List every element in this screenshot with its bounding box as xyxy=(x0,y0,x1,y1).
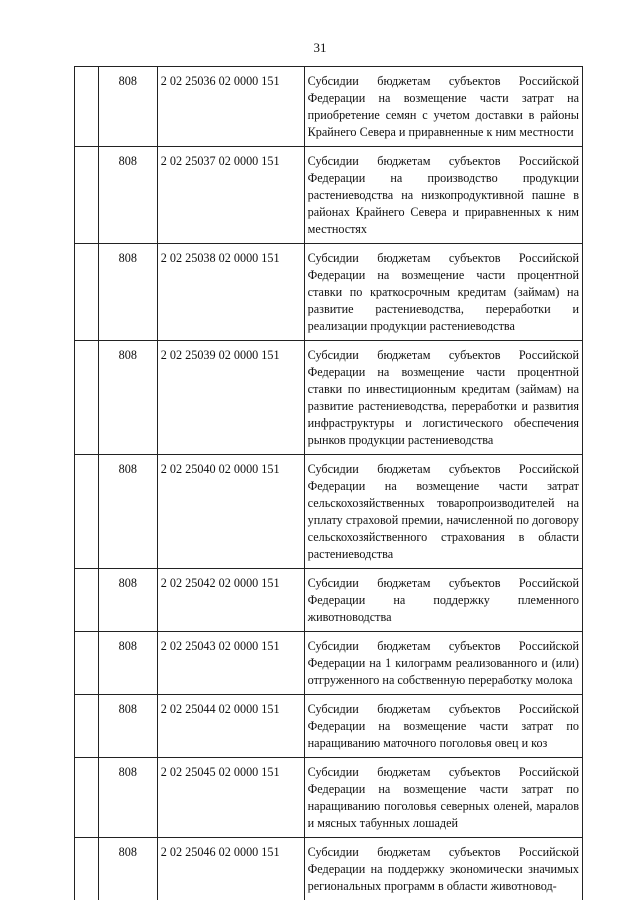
income-name-cell: Субсидии бюджетам субъектов Российской Федерации на возмещение части затрат на приобретение семян с учетом доставки в районы Крайнего Севера и приравненные к ним местности xyxy=(304,67,582,147)
table-cell-blank xyxy=(75,67,99,147)
admin-code-cell: 808 xyxy=(98,695,157,758)
income-name-cell: Субсидии бюджетам субъектов Российской Федерации на производство продукции растениеводства на низкопродуктивной пашне в районах Крайнего Севера и приравненных к ним местностях xyxy=(304,147,582,244)
admin-code-cell: 808 xyxy=(98,838,157,901)
income-name-cell: Субсидии бюджетам субъектов Российской Федерации на возмещение части затрат по наращиванию поголовья северных оленей, маралов и мясных табунных лошадей xyxy=(304,758,582,838)
table-cell-blank xyxy=(75,695,99,758)
table-row xyxy=(75,632,583,695)
admin-code-cell: 808 xyxy=(98,244,157,341)
income-name-cell: Субсидии бюджетам субъектов Российской Федерации на 1 килограмм реализованного и (или) отгруженного на собственную переработку молока xyxy=(304,632,582,695)
income-name-cell: Субсидии бюджетам субъектов Российской Федерации на поддержку экономически значимых региональных программ в области животновод- xyxy=(304,838,582,901)
table-body xyxy=(75,67,583,901)
table-cell-blank xyxy=(75,569,99,632)
budget-code-cell: 2 02 25044 02 0000 151 xyxy=(157,695,304,758)
table-row xyxy=(75,341,583,455)
table-row xyxy=(75,695,583,758)
table-row xyxy=(75,569,583,632)
table-cell-blank xyxy=(75,632,99,695)
table-cell-blank xyxy=(75,244,99,341)
budget-code-cell: 2 02 25046 02 0000 151 xyxy=(157,838,304,901)
admin-code-cell: 808 xyxy=(98,632,157,695)
table-row xyxy=(75,758,583,838)
income-name-cell: Субсидии бюджетам субъектов Российской Федерации на возмещение части процентной ставки по краткосрочным кредитам (займам) на развитие растениеводства, переработки и реализации продукции растениеводства xyxy=(304,244,582,341)
table-row xyxy=(75,838,583,901)
admin-code-cell: 808 xyxy=(98,569,157,632)
income-name-cell: Субсидии бюджетам субъектов Российской Федерации на возмещение части затрат сельскохозяйственных товаропроизводителей на уплату страховой премии, начисленной по договору сельскохозяйственного страхования в области растениеводства xyxy=(304,455,582,569)
page-number: 31 xyxy=(313,40,327,55)
income-name-cell: Субсидии бюджетам субъектов Российской Федерации на возмещение части процентной ставки по инвестиционным кредитам (займам) на развитие растениеводства, переработки и развития инфраструктуры и логистического обеспечения рынков продукции растениеводства xyxy=(304,341,582,455)
budget-code-cell: 2 02 25040 02 0000 151 xyxy=(157,455,304,569)
table-row xyxy=(75,67,583,147)
budget-code-cell: 2 02 25045 02 0000 151 xyxy=(157,758,304,838)
budget-code-cell: 2 02 25038 02 0000 151 xyxy=(157,244,304,341)
budget-classification-table xyxy=(74,66,583,900)
budget-code-cell: 2 02 25043 02 0000 151 xyxy=(157,632,304,695)
admin-code-cell: 808 xyxy=(98,147,157,244)
admin-code-cell: 808 xyxy=(98,67,157,147)
budget-code-cell: 2 02 25037 02 0000 151 xyxy=(157,147,304,244)
table-cell-blank xyxy=(75,455,99,569)
table-cell-blank xyxy=(75,758,99,838)
table-cell-blank xyxy=(75,341,99,455)
table-row xyxy=(75,455,583,569)
admin-code-cell: 808 xyxy=(98,455,157,569)
income-name-cell: Субсидии бюджетам субъектов Российской Федерации на поддержку племенного животноводства xyxy=(304,569,582,632)
table-row xyxy=(75,147,583,244)
table-cell-blank xyxy=(75,147,99,244)
budget-code-cell: 2 02 25039 02 0000 151 xyxy=(157,341,304,455)
budget-code-cell: 2 02 25042 02 0000 151 xyxy=(157,569,304,632)
admin-code-cell: 808 xyxy=(98,758,157,838)
budget-code-cell: 2 02 25036 02 0000 151 xyxy=(157,67,304,147)
income-name-cell: Субсидии бюджетам субъектов Российской Федерации на возмещение части затрат по наращиванию маточного поголовья овец и коз xyxy=(304,695,582,758)
table-cell-blank xyxy=(75,838,99,901)
table-row xyxy=(75,244,583,341)
admin-code-cell: 808 xyxy=(98,341,157,455)
